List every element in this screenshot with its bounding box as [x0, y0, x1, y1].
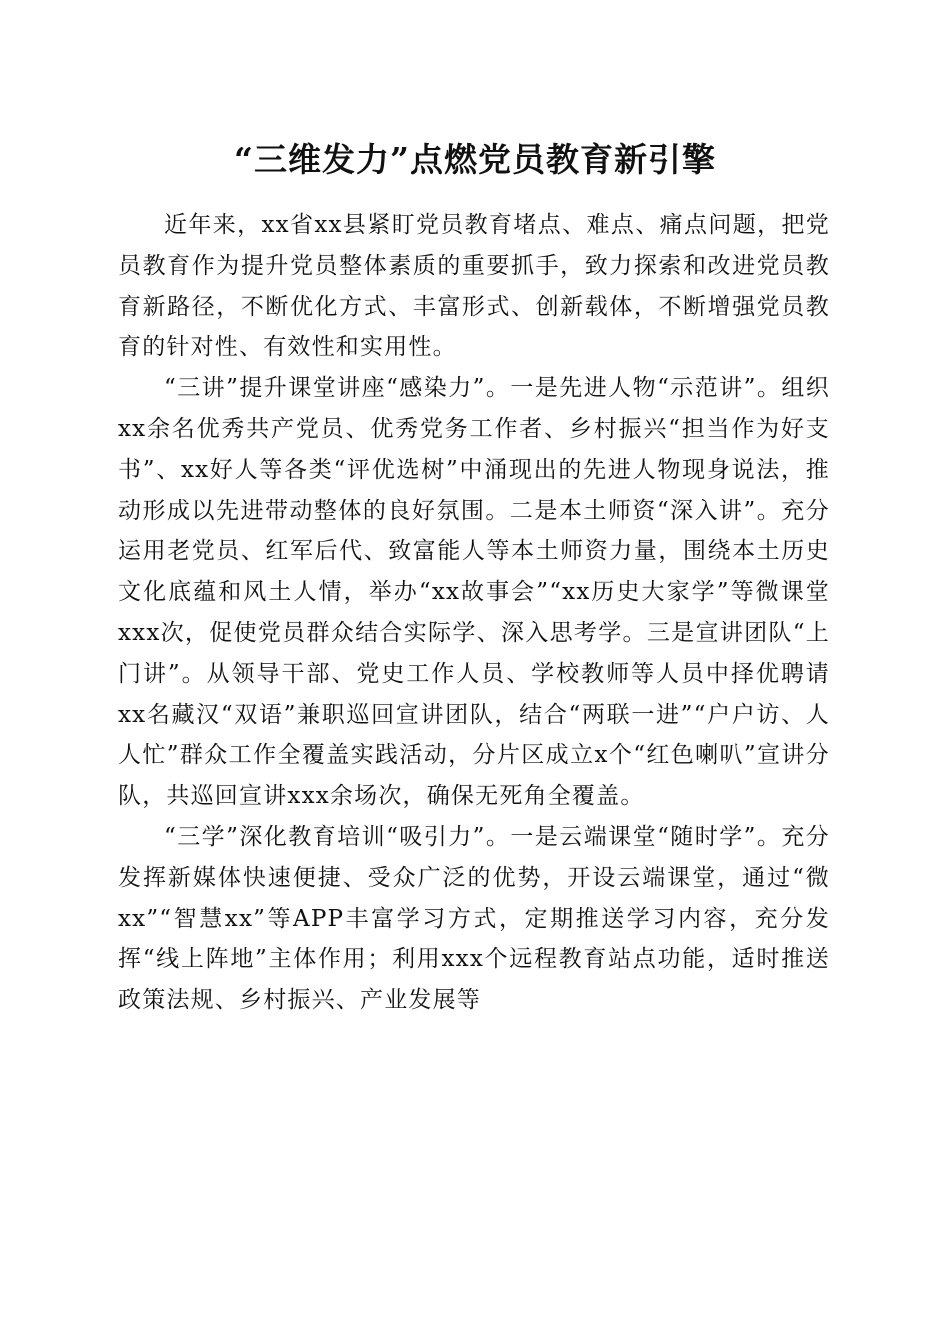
- paragraph-three-lectures: “三讲”提升课堂讲座“感染力”。一是先进人物“示范讲”。组织xx余名优秀共产党员、优秀党务工作者、乡村振兴“担当作为好支书”、xx好人等各类“评优选树”中涌现出的先进人物现身说法，推动形成以先进带动整体的良好氛围。二是本土师资“深入讲”。充分运用老党员、红军后代、致富能人等本土师资力量，围绕本土历史文化底蕴和风土人情，举办“xx故事会”“xx历史大家学”等微课堂xxx次，促使党员群众结合实际学、深入思考学。三是宣讲团队“上门讲”。从领导干部、党史工作人员、学校教师等人员中择优聘请xx名藏汉“双语”兼职巡回宣讲团队，结合“两联一进”“户户访、人人忙”群众工作全覆盖实践活动，分片区成立x个“红色喇叭”宣讲分队，共巡回宣讲xxx余场次，确保无死角全覆盖。: [118, 375, 830, 810]
- paragraph-three-learnings: “三学”深化教育培训“吸引力”。一是云端课堂“随时学”。充分发挥新媒体快速便捷、受众广泛的优势，开设云端课堂，通过“微xx”“智慧xx”等APP丰富学习方式，定期推送学习内容，充分发挥“线上阵地”主体作用；利用xxx个远程教育站点功能，适时推送政策法规、乡村振兴、产业发展等: [118, 823, 830, 1014]
- document-title: “三维发力”点燃党员教育新引擎: [234, 140, 716, 179]
- document-body: [118, 205, 830, 1021]
- paragraph-intro: 近年来，xx省xx县紧盯党员教育堵点、难点、痛点问题，把党员教育作为提升党员整体素质的重要抓手，致力探索和改进党员教育新路径，不断优化方式、丰富形式、创新载体，不断增强党员教育的针对性、有效性和实用性。: [118, 212, 830, 361]
